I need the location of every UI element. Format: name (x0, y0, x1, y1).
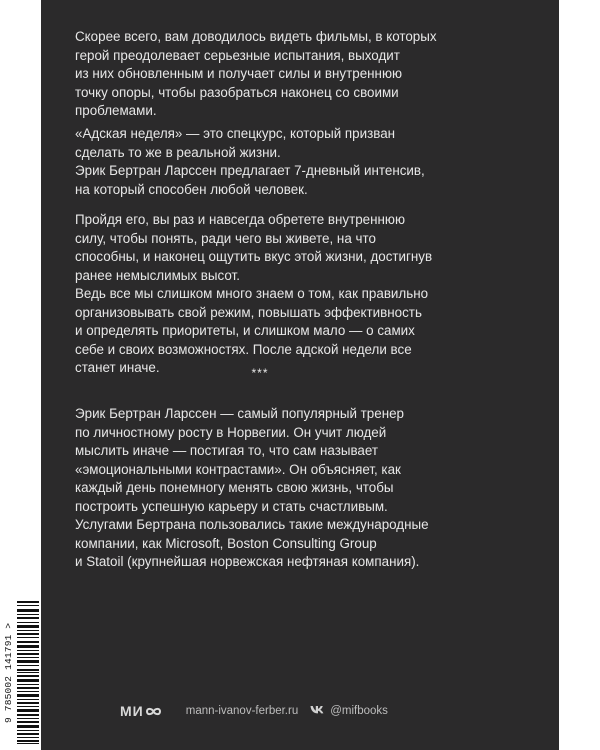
publisher-footer (120, 701, 388, 721)
benefits-paragraph: Пройдя его, вы раз и навсегда обретете внутреннюю силу, чтобы понять, ради чего вы живете, на что способны, и наконец ощутить вкус этой жизни, достигнув ранее немыслимых высот. Ведь все мы слишком много знаем о том, как правильно организовывать свой режим, повышать эффективность и определять приоритеты, и слишком мало — о самих себе и своих возможностях. После адской недели все станет иначе. (75, 212, 433, 375)
intro-paragraph: Скорее всего, вам доводилось видеть фильмы, в которых герой преодолевает серьезные испытания, выходит из них обновленным и получает силы и внутреннюю точку опоры, чтобы разобраться наконец со своими проблемами. (75, 29, 437, 118)
publisher-logo (120, 703, 162, 719)
isbn-barcode (0, 599, 41, 746)
barcode-bars (17, 601, 39, 744)
infinity-icon (145, 706, 162, 717)
publisher-website[interactable]: mann-ivanov-ferber.ru (185, 705, 299, 717)
section-separator: *** (251, 366, 269, 380)
author-paragraph: Эрик Бертран Ларссен — самый популярный тренер по личностному росту в Норвегии. Он учит людей мыслить иначе — постигая то, что сам называет «эмоциональными контрастами». Он объясняет, как каждый день понемногу менять свою жизнь, чтобы построить успешную карьеру и стать счастливым. Услугами Бертрана пользовались такие международные компании, как Microsoft, Boston Consulting Group и Statoil (крупнейшая норвежская нефтяная компания). (75, 406, 429, 569)
vk-icon (310, 705, 324, 717)
publisher-logo-text: МИ (120, 703, 144, 719)
course-paragraph: «Адская неделя» — это спецкурс, который призван сделать то же в реальной жизни. Эрик Бертран Ларссен предлагает 7-дневный интенсив, на который способен любой человек. (75, 126, 425, 197)
social-handle[interactable]: @mifbooks (330, 705, 388, 717)
isbn-digits: 9 785002 141791 > (3, 622, 14, 723)
